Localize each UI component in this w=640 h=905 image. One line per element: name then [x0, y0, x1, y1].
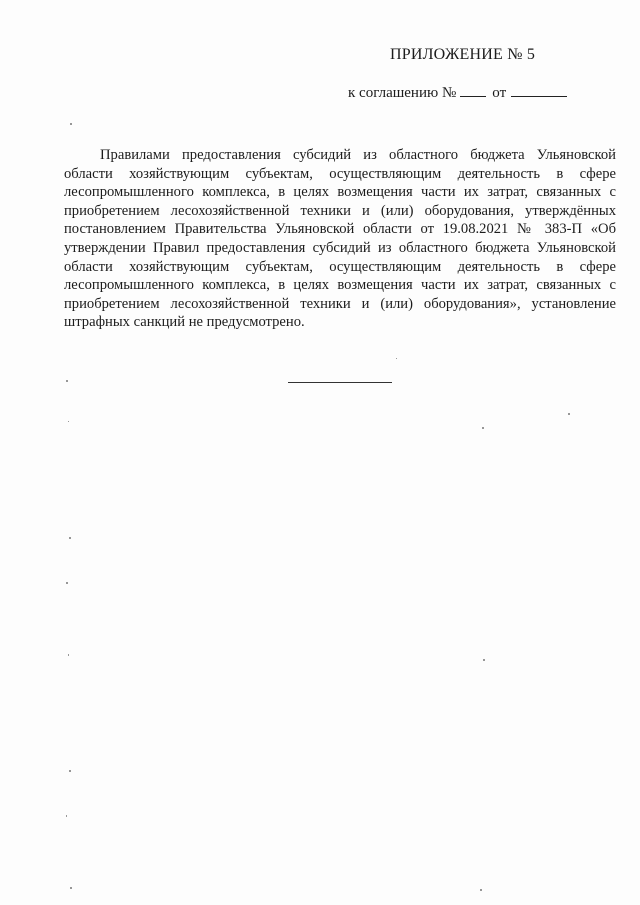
scan-speck: [483, 659, 485, 661]
agreement-number-blank: [460, 84, 486, 97]
scan-speck: [69, 770, 71, 772]
scan-speck: [66, 815, 67, 817]
appendix-title: ПРИЛОЖЕНИЕ № 5: [390, 46, 536, 63]
agreement-prefix: к соглашению №: [348, 85, 457, 101]
scan-speck: [69, 537, 71, 539]
scan-speck: [70, 887, 72, 889]
agreement-reference: [348, 84, 567, 102]
scan-speck: [482, 427, 484, 429]
end-separator-line: [288, 382, 392, 383]
agreement-date-label: от: [492, 85, 507, 101]
scan-speck: [396, 358, 397, 359]
scan-speck: [480, 889, 482, 891]
scan-speck: [68, 654, 69, 656]
scan-speck: [66, 380, 68, 382]
scan-speck: [70, 123, 72, 125]
scan-speck: [568, 413, 570, 415]
scan-speck: [66, 582, 68, 584]
agreement-date-blank: [511, 84, 567, 97]
scan-speck: [68, 421, 69, 422]
body-paragraph: Правилами предоставления субсидий из областного бюджета Ульяновской области хозяйствующим субъектам, осуществляющим деятельность в сфере лесопромышленного комплекса, в целях возмещения части их затрат, связанных с приобретением лесохозяйственной техники и (или) оборудования, утверждённых постановлением Правительства Ульяновской области от 19.08.2021 № 383-П «Об утверждении Правил предоставления субсидий из областного бюджета Ульяновской области хозяйствующим субъектам, осуществляющим деятельность в сфере лесопромышленного комплекса, в целях возмещения части их затрат, связанных с приобретением лесохозяйственной техники и (или) оборудования», установление штрафных санкций не предусмотрено.: [64, 147, 616, 331]
